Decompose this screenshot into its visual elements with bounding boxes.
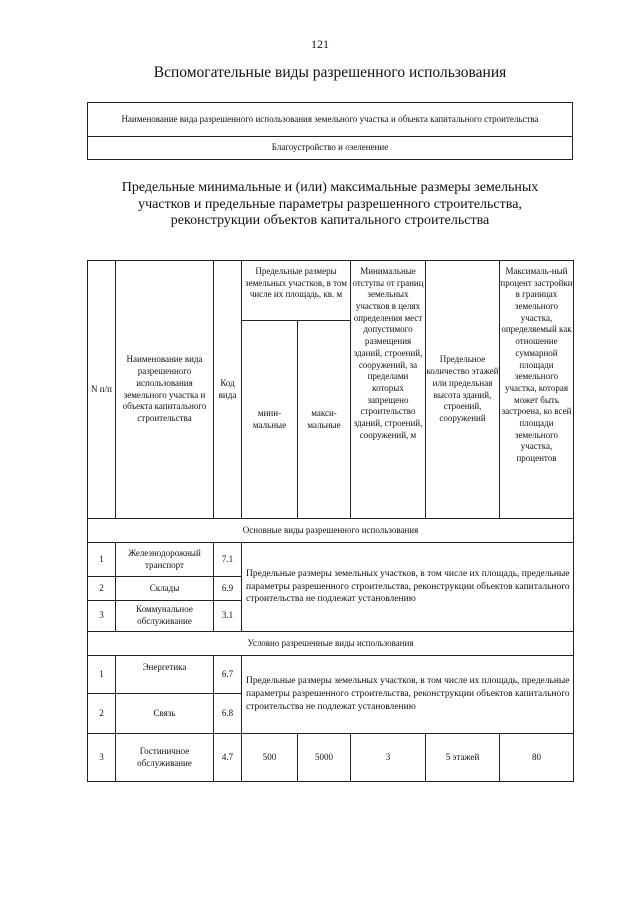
section-main-uses: Основные виды разрешенного использования bbox=[88, 519, 574, 543]
table-row-number: 3 bbox=[88, 734, 116, 782]
table-row-number: 1 bbox=[88, 656, 116, 694]
table-row-name: Склады bbox=[116, 577, 214, 601]
table-row-area-min: 500 bbox=[242, 734, 298, 782]
page-number: 121 bbox=[311, 37, 329, 51]
not-applicable-note: Предельные размеры земельных участков, в том числе их площадь, предельные параметры разрешенного строительства, реконструкции объектов капитального строительства не подлежат установлению bbox=[242, 543, 574, 632]
table-row-name: Гостиничное обслуживание bbox=[116, 734, 214, 782]
table-row-coverage: 80 bbox=[500, 734, 574, 782]
header-area-min: мини-мальные bbox=[242, 321, 298, 519]
header-code: Код вида bbox=[214, 261, 242, 519]
section-conditional-uses: Условно разрешенные виды использования bbox=[88, 632, 574, 656]
table-row-name: Коммунальное обслуживание bbox=[116, 601, 214, 632]
permitted-use-header: Наименование вида разрешенного использования земельного участка и объекта капитального строительства bbox=[88, 103, 573, 137]
table-row-code: 3.1 bbox=[214, 601, 242, 632]
table-row-code: 7.1 bbox=[214, 543, 242, 577]
header-coverage: Максималь-ный процент застройки в границах земельного участка, определяемый как отношение суммарной площади земельного участка, которая может быть застроена, ко всей площади земельного участка, процентов bbox=[500, 261, 574, 519]
parameters-table bbox=[87, 260, 574, 782]
table-row-number: 2 bbox=[88, 694, 116, 734]
table-row-area-max: 5000 bbox=[298, 734, 351, 782]
permitted-use-value: Благоустройство и озеленение bbox=[88, 137, 573, 160]
table-row-name: Энергетика bbox=[116, 656, 214, 694]
header-number: N п/п bbox=[88, 261, 116, 519]
header-floors: Предельное количество этажей или предельная высота зданий, строений, сооружений bbox=[426, 261, 500, 519]
table-row-number: 1 bbox=[88, 543, 116, 577]
table-row-number: 2 bbox=[88, 577, 116, 601]
header-area-group: Предельные размеры земельных участков, в том числе их площадь, кв. м bbox=[242, 261, 351, 321]
table-row-code: 6.7 bbox=[214, 656, 242, 694]
header-area-max: макси-мальные bbox=[298, 321, 351, 519]
not-applicable-note: Предельные размеры земельных участков, в том числе их площадь, предельные параметры разрешенного строительства, реконструкции объектов капитального строительства не подлежат установлению bbox=[242, 656, 574, 734]
permitted-use-table bbox=[87, 102, 573, 160]
table-row-setbacks: 3 bbox=[351, 734, 426, 782]
table-row-name: Связь bbox=[116, 694, 214, 734]
table-row-code: 6.8 bbox=[214, 694, 242, 734]
header-name: Наименование вида разрешенного использования земельного участка и объекта капитального строительства bbox=[116, 261, 214, 519]
table-row-code: 4.7 bbox=[214, 734, 242, 782]
table-row-floors: 5 этажей bbox=[426, 734, 500, 782]
table-row-name: Железнодорожный транспорт bbox=[116, 543, 214, 577]
parameters-title: Предельные минимальные и (или) максимальные размеры земельных участков и предельные параметры разрешенного строительства, реконструкции объектов капитального строительства bbox=[121, 180, 539, 229]
table-row-number: 3 bbox=[88, 601, 116, 632]
header-setbacks: Минимальные отступы от границ земельных участков в целях определения мест допустимого размещения зданий, строений, сооружений, за пределами которых запрещено строительство зданий, строений, сооружений, м bbox=[351, 261, 426, 519]
table-row-code: 6.9 bbox=[214, 577, 242, 601]
section-title: Вспомогательные виды разрешенного использования bbox=[153, 64, 507, 81]
